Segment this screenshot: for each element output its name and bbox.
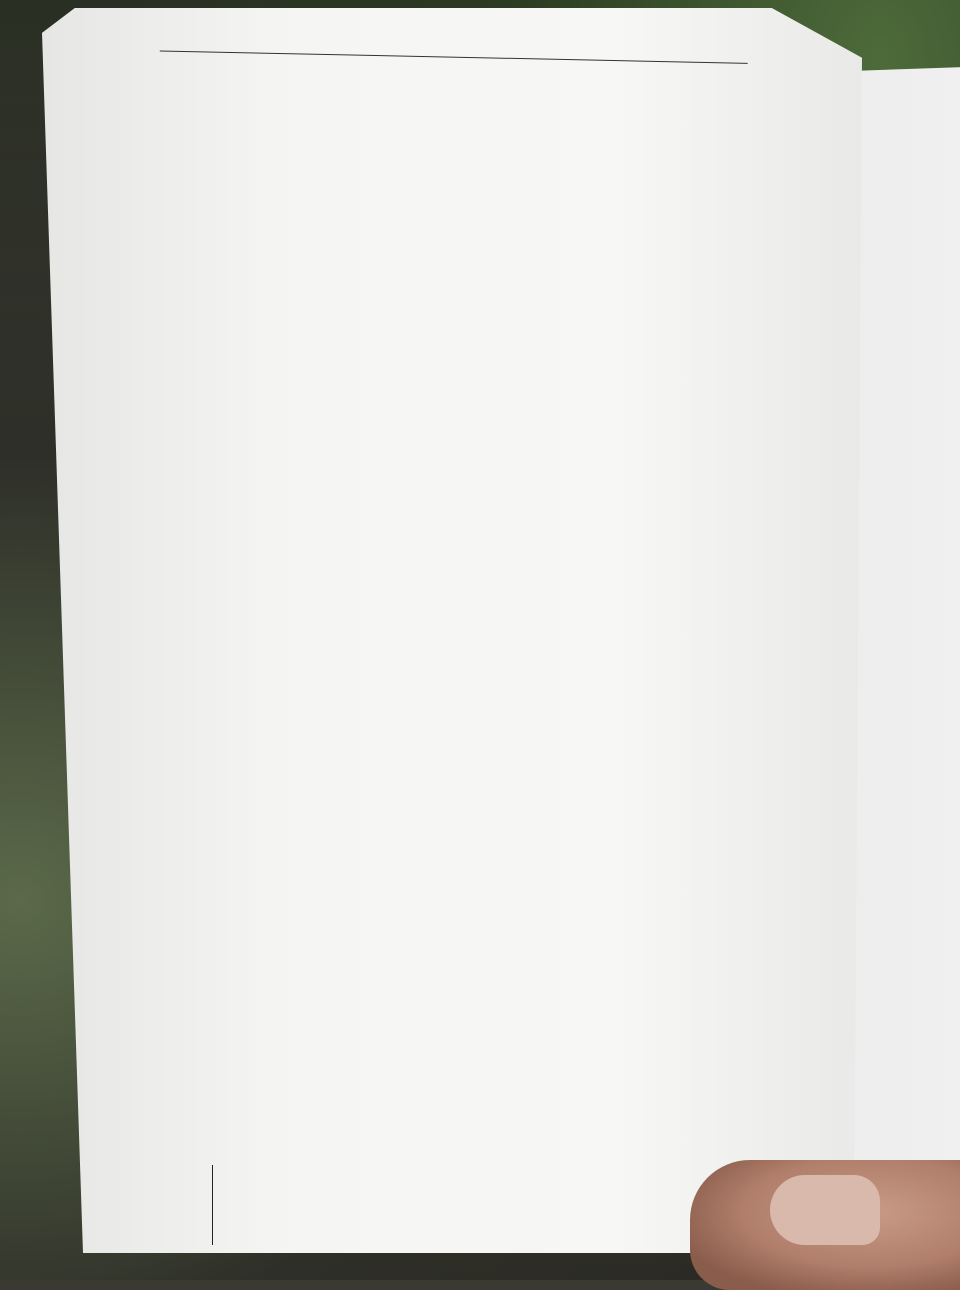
left-page — [42, 8, 862, 1253]
gutter-line — [212, 1165, 213, 1245]
header-rule — [160, 51, 748, 64]
thumbnail-nail — [770, 1175, 880, 1245]
